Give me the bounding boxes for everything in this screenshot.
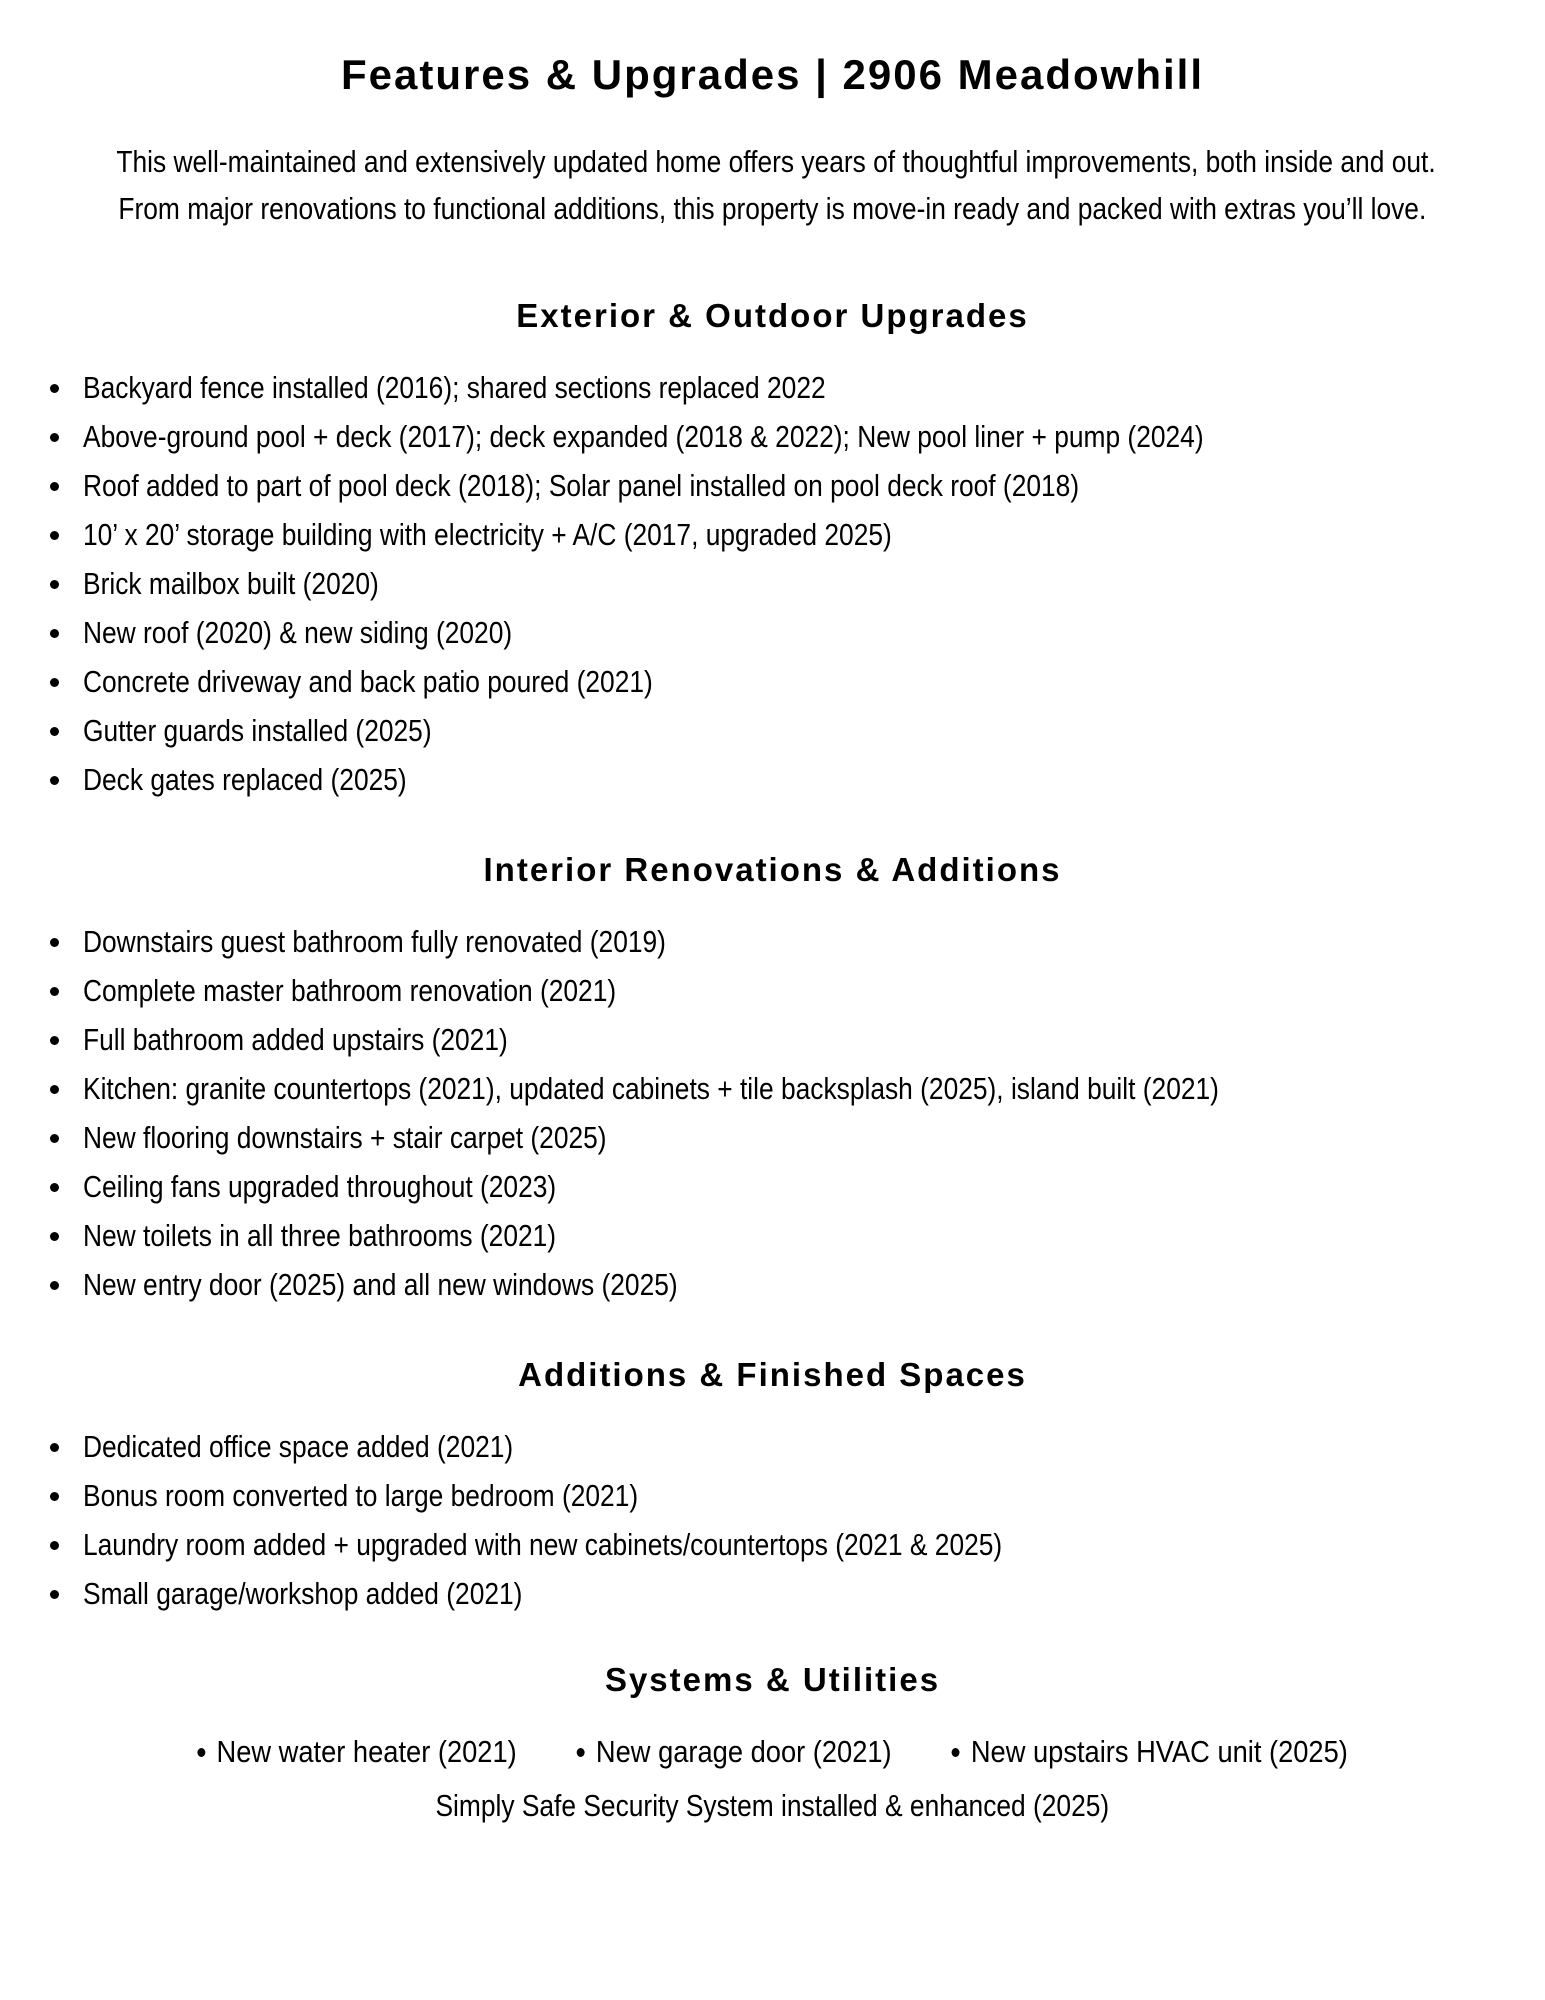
list-item-text: Complete master bathroom renovation (2021) [83, 973, 617, 1008]
list-item-text: New toilets in all three bathrooms (2021) [83, 1218, 557, 1253]
list-item-text: Roof added to part of pool deck (2018); Solar panel installed on pool deck roof (2018) [83, 468, 1080, 503]
section-heading-interior: Interior Renovations & Additions [483, 851, 1062, 888]
inline-item-text: New upstairs HVAC unit (2025) [970, 1734, 1348, 1769]
section-heading-additions: Additions & Finished Spaces [518, 1356, 1027, 1393]
systems-footer-line: Simply Safe Security System installed & enhanced (2025) [435, 1788, 1110, 1823]
list-item [0, 924, 1545, 960]
section-heading-exterior: Exterior & Outdoor Upgrades [516, 297, 1029, 334]
section-heading-systems: Systems & Utilities [604, 1661, 941, 1698]
list-item-text: Brick mailbox built (2020) [83, 566, 379, 601]
exterior-feature-list [0, 370, 1545, 798]
bullet-icon [50, 482, 59, 491]
list-item [0, 1527, 1545, 1563]
list-item-text: 10’ x 20’ storage building with electricity + A/C (2017, upgraded 2025) [83, 517, 892, 552]
list-item [0, 1071, 1545, 1107]
bullet-icon [50, 776, 59, 785]
list-item-text: Gutter guards installed (2025) [83, 713, 432, 748]
inline-list-item [197, 1734, 517, 1770]
list-item [0, 713, 1545, 749]
list-item [0, 1120, 1545, 1156]
interior-feature-list [0, 924, 1545, 1303]
list-item [0, 370, 1545, 406]
bullet-icon [197, 1748, 205, 1757]
bullet-icon [50, 580, 59, 589]
inline-list-item [577, 1734, 892, 1770]
list-item-text: Full bathroom added upstairs (2021) [83, 1022, 508, 1057]
list-item-text: Dedicated office space added (2021) [83, 1429, 514, 1464]
bullet-icon [50, 433, 59, 442]
bullet-icon [50, 1443, 59, 1452]
bullet-icon [50, 629, 59, 638]
list-item [0, 517, 1545, 553]
list-item [0, 468, 1545, 504]
list-item-text: New flooring downstairs + stair carpet (2025) [83, 1120, 607, 1155]
list-item [0, 1429, 1545, 1465]
intro-line-1: This well-maintained and extensively updated home offers years of thoughtful improvements, both inside and out. [116, 144, 1436, 179]
list-item [0, 1218, 1545, 1254]
bullet-icon [50, 1541, 59, 1550]
bullet-icon [50, 938, 59, 947]
bullet-icon [50, 678, 59, 687]
bullet-icon [50, 1085, 59, 1094]
list-item [0, 1267, 1545, 1303]
intro-paragraph [0, 138, 1545, 232]
list-item-text: Kitchen: granite countertops (2021), updated cabinets + tile backsplash (2025), island built (2021) [83, 1071, 1219, 1106]
bullet-icon [50, 1183, 59, 1192]
list-item [0, 1576, 1545, 1612]
bullet-icon [50, 727, 59, 736]
list-item [0, 566, 1545, 602]
list-item [0, 419, 1545, 455]
list-item [0, 973, 1545, 1009]
list-item [0, 1022, 1545, 1058]
list-item-text: Ceiling fans upgraded throughout (2023) [83, 1169, 557, 1204]
inline-item-text: New water heater (2021) [216, 1734, 517, 1769]
bullet-icon [50, 1590, 59, 1599]
list-item [0, 664, 1545, 700]
inline-item-text: New garage door (2021) [595, 1734, 892, 1769]
bullet-icon [50, 1281, 59, 1290]
list-item-text: New roof (2020) & new siding (2020) [83, 615, 513, 650]
list-item [0, 762, 1545, 798]
list-item-text: Laundry room added + upgraded with new cabinets/countertops (2021 & 2025) [83, 1527, 1003, 1562]
list-item-text: Concrete driveway and back patio poured (2021) [83, 664, 653, 699]
bullet-icon [50, 384, 59, 393]
inline-list-item [951, 1734, 1347, 1770]
bullet-icon [50, 1036, 59, 1045]
bullet-icon [577, 1748, 585, 1757]
list-item [0, 615, 1545, 651]
list-item-text: Downstairs guest bathroom fully renovated (2019) [83, 924, 666, 959]
list-item [0, 1169, 1545, 1205]
bullet-icon [50, 987, 59, 996]
page-title: Features & Upgrades | 2906 Meadowhill [341, 51, 1204, 98]
list-item-text: Backyard fence installed (2016); shared sections replaced 2022 [83, 370, 826, 405]
bullet-icon [50, 531, 59, 540]
list-item-text: Above-ground pool + deck (2017); deck expanded (2018 & 2022); New pool liner + pump (2024) [83, 419, 1204, 454]
bullet-icon [50, 1232, 59, 1241]
list-item-text: New entry door (2025) and all new windows (2025) [83, 1267, 678, 1302]
list-item [0, 1478, 1545, 1514]
intro-line-2: From major renovations to functional additions, this property is move-in ready and packed with extras you’ll love. [118, 191, 1427, 226]
systems-inline-list [93, 1734, 1453, 1770]
list-item-text: Small garage/workshop added (2021) [83, 1576, 523, 1611]
bullet-icon [50, 1134, 59, 1143]
list-item-text: Deck gates replaced (2025) [83, 762, 407, 797]
bullet-icon [951, 1748, 959, 1757]
list-item-text: Bonus room converted to large bedroom (2021) [83, 1478, 639, 1513]
bullet-icon [50, 1492, 59, 1501]
additions-feature-list [0, 1429, 1545, 1612]
